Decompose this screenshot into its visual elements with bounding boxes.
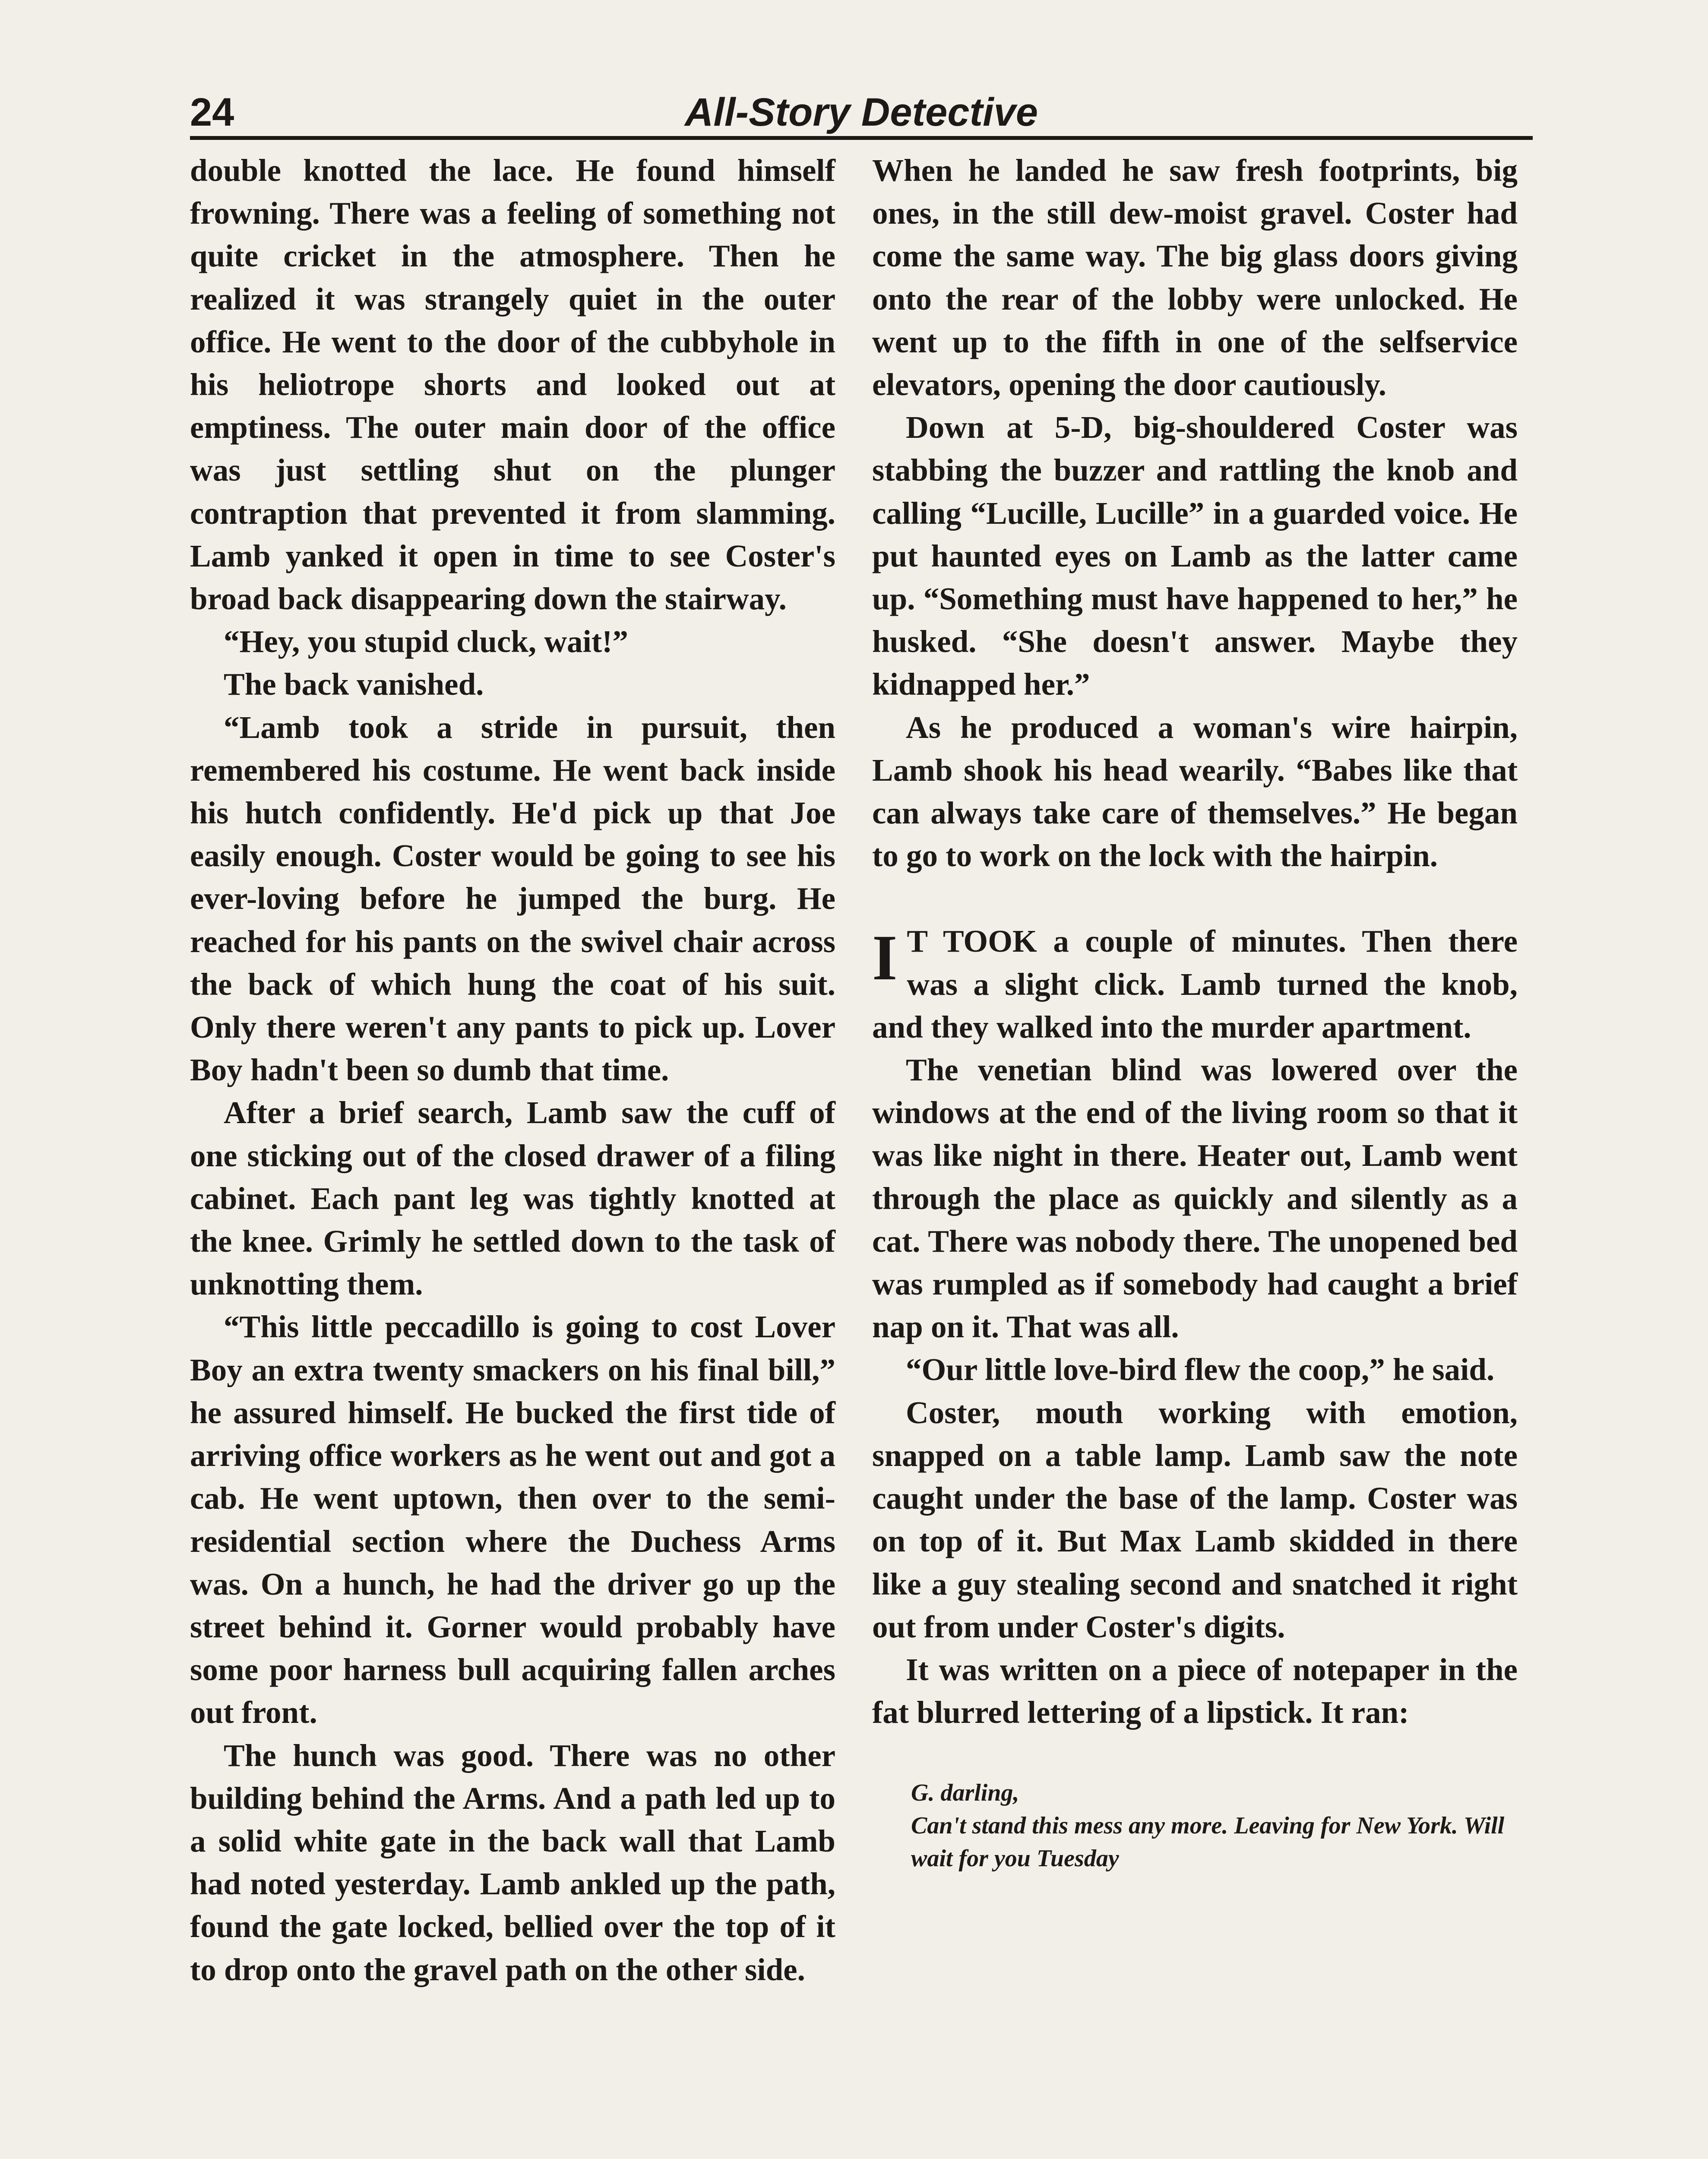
right-column [872, 149, 1518, 2159]
paragraph: The back vanished. [224, 667, 484, 702]
drop-cap: I [872, 922, 898, 994]
paragraph: The venetian blind was lowered over the windows at the end of the living room so that it was like night in there. Heater out, Lamb went through the place as quickly and silently as a cat. There was nobody there. The unopened bed was rumpled as if somebody had caught a brief nap on it. That was all. [872, 1052, 1518, 1345]
magazine-title: All-Story Detective [684, 90, 1038, 134]
note-salutation: G. darling, [911, 1779, 1019, 1807]
note-body: Can't stand this mess any more. Leaving for New York. Will wait for you Tuesday [911, 1812, 1505, 1872]
paragraph: The hunch was good. There was no other building behind the Arms. And a path led up to a solid white gate in the back wall that Lamb had noted yesterday. Lamb ankled up the path, found the gate locked, bellied over the top of it to drop onto the gravel path on the other side. [190, 1738, 835, 1987]
paragraph: Coster, mouth working with emotion, snapped on a table lamp. Lamb saw the note caught under the base of the lamp. Coster was on top of it. But Max Lamb skidded in there like a guy stealing second and snatched it right out from under Coster's digits. [872, 1395, 1518, 1644]
paragraph: “Lamb took a stride in pursuit, then remembered his costume. He went back inside his hutch confidently. He'd pick up that Joe easily enough. Coster would be going to see his ever-loving before he jumped the burg. He reached for his pants on the swivel chair across the back of which hung the coat of his suit. Only there weren't any pants to pick up. Lover Boy hadn't been so dumb that time. [190, 709, 835, 1088]
page-number: 24 [190, 90, 234, 134]
paragraph: When he landed he saw fresh footprints, big ones, in the still dew-moist gravel. Coster had come the same way. The big glass doors giving onto the rear of the lobby were unlocked. He went up to the fifth in one of the selfservice elevators, opening the door cautiously. [872, 153, 1518, 402]
paragraph: “Hey, you stupid cluck, wait!” [224, 624, 628, 659]
paragraph: double knotted the lace. He found himself frowning. There was a feeling of something not quite cricket in the atmosphere. Then he realized it was strangely quiet in the outer office. He went to the door of the cubbyhole in his heliotrope shorts and looked out at emptiness. The outer main door of the office was just settling shut on the plunger contraption that prevented it from slamming. Lamb yanked it open in time to see Coster's broad back disappearing down the stairway. [190, 153, 835, 617]
paragraph: Down at 5-D, big-shouldered Coster was stabbing the buzzer and rattling the knob and calling “Lucille, Lucille” in a guarded voice. He put haunted eyes on Lamb as the latter came up. “Something must have happened to her,” he husked. “She doesn't answer. Maybe they kidnapped her.” [872, 410, 1518, 702]
lipstick-note [872, 1776, 1518, 1875]
section-opening-paragraph [872, 920, 1518, 1048]
section-opening-text: T TOOK a couple of minutes. Then there was a slight click. Lamb turned the knob, and they walked into the murder apartment. [872, 924, 1518, 1045]
left-column [190, 149, 835, 2159]
paragraph: As he produced a woman's wire hairpin, Lamb shook his head wearily. “Babes like that can always take care of themselves.” He began to go to work on the lock with the hairpin. [872, 709, 1518, 874]
paragraph: It was written on a piece of notepaper in the fat blurred lettering of a lipstick. It ran: [872, 1652, 1518, 1730]
paragraph: “Our little love-bird flew the coop,” he said. [906, 1352, 1495, 1387]
paragraph: After a brief search, Lamb saw the cuff of one sticking out of the closed drawer of a filing cabinet. Each pant leg was tightly knotted at the knee. Grimly he settled down to the task of unknotting them. [190, 1095, 835, 1302]
paragraph: “This little peccadillo is going to cost Lover Boy an extra twenty smackers on his final bill,” he assured himself. He bucked the first tide of arriving office workers as he went out and got a cab. He went uptown, then over to the semi-residential section where the Duchess Arms was. On a hunch, he had the driver go up the street behind it. Gorner would probably have some poor harness bull acquiring fallen arches out front. [190, 1309, 835, 1730]
page-header [190, 89, 1533, 140]
